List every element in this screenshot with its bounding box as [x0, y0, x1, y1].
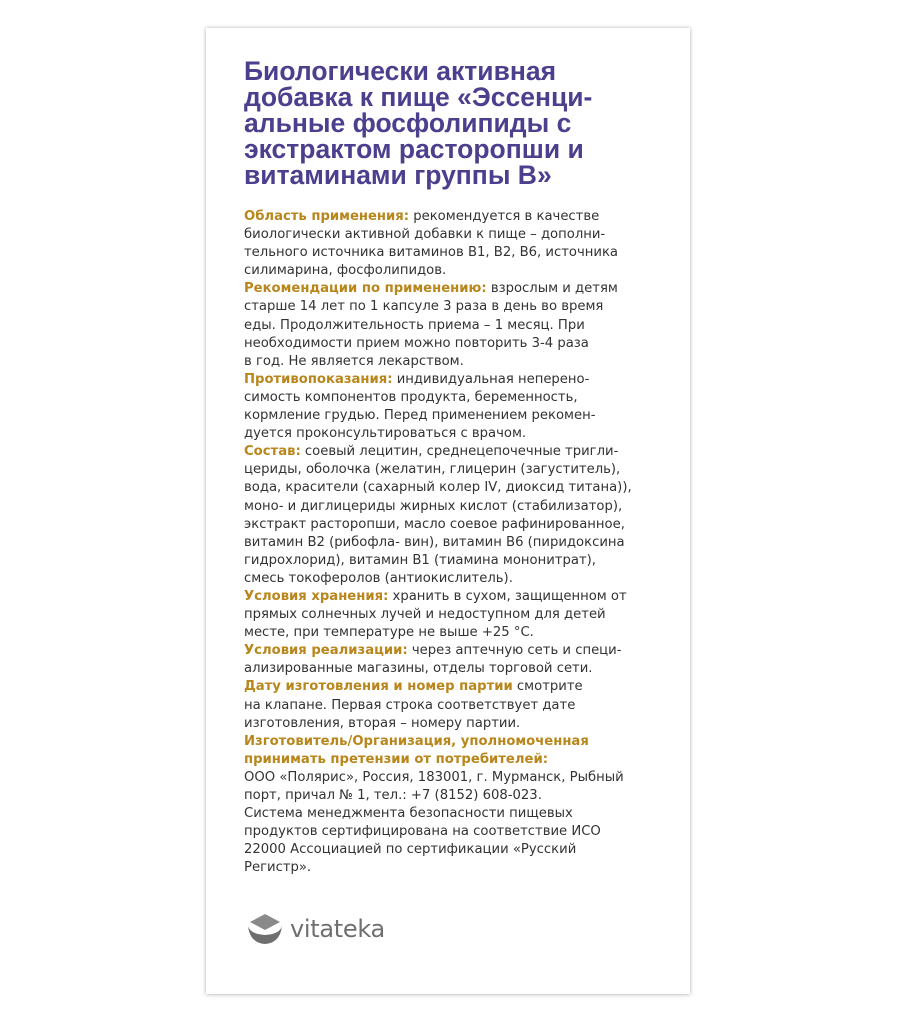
section-text: через аптечную сеть и специ- ализированные магазины, отделы торговой сети.	[244, 643, 622, 677]
section-label: Условия хранения:	[244, 588, 389, 604]
section-application	[244, 208, 674, 280]
section-label: Рекомендации по применению:	[244, 281, 487, 297]
section-label: Дату изготовления и номер партии	[244, 679, 513, 695]
section-text: соевый лецитин, среднецепочечные тригли- цериды, оболочка (желатин, глицерин (загуститель), вода, красители (сахарный колер IV, диоксид титана)), моно- и диглицериды жирных кислот (стабилизатор), экстракт расторопши, масло соевое рафинированное, витамин В2 (рибофла- вин), витамин В6 (пиридоксина гидрохлорид), витамин В1 (тиамина мононитрат), смесь токоферолов (антиокислитель).	[244, 444, 632, 586]
package-panel	[206, 28, 690, 994]
product-title: Биологически активная добавка к пище «Эссенци- альные фосфолипиды с экстрактом расторопши и витаминами группы В»	[244, 56, 593, 190]
section-text: хранить в сухом, защищенном от прямых солнечных лучей и недоступном для детей месте, при температуре не выше +25 °С.	[244, 588, 627, 641]
section-label: Противопоказания:	[244, 371, 393, 387]
certification-text: Система менеджмента безопасности пищевых продуктов сертифицирована на соответствие ИСО 22000 Ассоциацией по сертификации «Русский Регистр».	[244, 806, 601, 876]
brand-logo	[246, 910, 385, 948]
section-recommendations	[244, 280, 674, 370]
section-storage	[244, 588, 674, 642]
section-text: рекомендуется в качестве биологически активной добавки к пище – дополни- тельного источника витаминов В1, В2, В6, источника силимарина, фосфолипидов.	[244, 209, 619, 279]
section-production-date	[244, 678, 674, 732]
section-label: Условия реализации:	[244, 643, 408, 659]
section-text: взрослым и детям старше 14 лет по 1 капсуле 3 раза в день во время еды. Продолжительность приема – 1 месяц. При необходимости прием можно повторить 3-4 раза в год. Не является лекарством.	[244, 281, 618, 369]
brand-name: vitateka	[290, 915, 385, 943]
vitateka-bowl-icon	[246, 912, 284, 946]
label-body	[244, 208, 674, 877]
section-label: Область применения:	[244, 209, 410, 224]
section-text: смотрите на клапане. Первая строка соответствует дате изготовления, вторая – номеру партии.	[244, 679, 583, 731]
manufacturer-text: ООО «Полярис», Россия, 183001, г. Мурманск, Рыбный порт, причал № 1, тел.: +7 (8152) 608-023.	[244, 769, 624, 803]
section-composition	[244, 443, 674, 588]
section-manufacturer	[244, 733, 674, 805]
section-contraindications	[244, 371, 674, 443]
section-sales	[244, 642, 674, 678]
manufacturer-label: Изготовитель/Организация, уполномоченная принимать претензии от потребителей:	[244, 733, 589, 767]
section-text: индивидуальная неперено- симость компонентов продукта, беременность, кормление грудью. Перед применением рекомен- дуется проконсультироваться с врачом.	[244, 371, 596, 442]
section-label: Состав:	[244, 444, 301, 460]
